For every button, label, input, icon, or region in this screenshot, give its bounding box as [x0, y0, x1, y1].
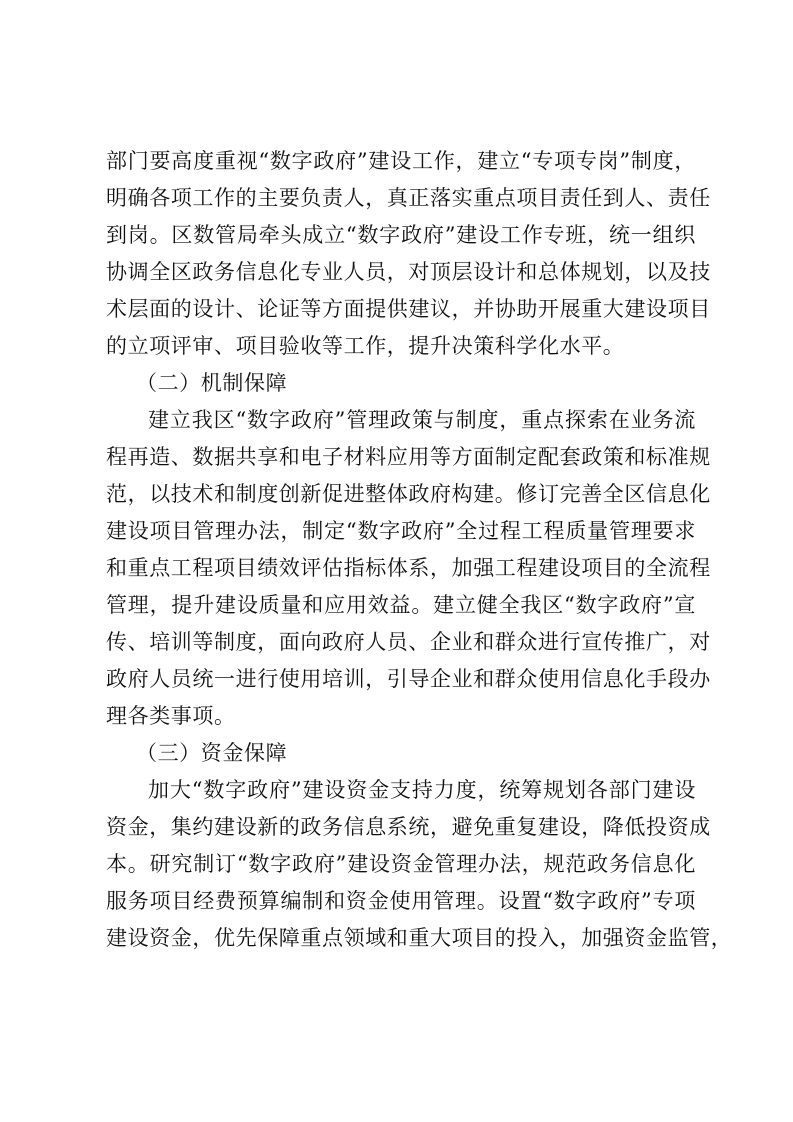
- text-line: 管理，提升建设质量和应用效益。建立健全我区“数字政府”宣: [106, 593, 696, 617]
- text-line: 明确各项工作的主要负责人，真正落实重点项目责任到人、责任: [106, 186, 711, 210]
- paragraph-mechanism: [106, 402, 711, 735]
- text-line: 理各类事项。: [106, 704, 236, 728]
- section-heading-funding: （三）资金保障: [136, 741, 288, 765]
- paragraph-organization: [106, 143, 711, 365]
- text-line: 建立我区“数字政府”管理政策与制度，重点探索在业务流: [148, 408, 696, 432]
- text-line: 建设资金，优先保障重点领域和重大项目的投入，加强资金监管，: [106, 926, 733, 950]
- text-line: 建设项目管理办法，制定“数字政府”全过程工程质量管理要求: [106, 519, 696, 543]
- text-line: 协调全区政务信息化专业人员，对顶层设计和总体规划，以及技: [106, 260, 711, 284]
- text-line: 服务项目经费预算编制和资金使用管理。设置“数字政府”专项: [106, 889, 696, 913]
- paragraph-funding: [106, 772, 733, 957]
- text-line: 本。研究制订“数字政府”建设资金管理办法，规范政务信息化: [106, 852, 696, 876]
- text-line: 范，以技术和制度创新促进整体政府构建。修订完善全区信息化: [106, 482, 711, 506]
- text-line: 程再造、数据共享和电子材料应用等方面制定配套政策和标准规: [106, 445, 711, 469]
- document-body: [106, 143, 733, 957]
- text-line: 加大“数字政府”建设资金支持力度，统筹规划各部门建设: [148, 778, 696, 802]
- text-line: 的立项评审、项目验收等工作，提升决策科学化水平。: [106, 334, 625, 358]
- text-line: 和重点工程项目绩效评估指标体系，加强工程建设项目的全流程: [106, 556, 711, 580]
- text-line: 术层面的设计、论证等方面提供建议，并协助开展重大建设项目: [106, 297, 711, 321]
- section-heading-mechanism: （二）机制保障: [136, 371, 288, 395]
- text-line: 到岗。区数管局牵头成立“数字政府”建设工作专班，统一组织: [106, 223, 696, 247]
- text-line: 资金，集约建设新的政务信息系统，避免重复建设，降低投资成: [106, 815, 711, 839]
- text-line: 传、培训等制度，面向政府人员、企业和群众进行宣传推广，对: [106, 630, 711, 654]
- text-line: 部门要高度重视“数字政府”建设工作，建立“专项专岗”制度，: [106, 149, 696, 173]
- text-line: 政府人员统一进行使用培训，引导企业和群众使用信息化手段办: [106, 667, 711, 691]
